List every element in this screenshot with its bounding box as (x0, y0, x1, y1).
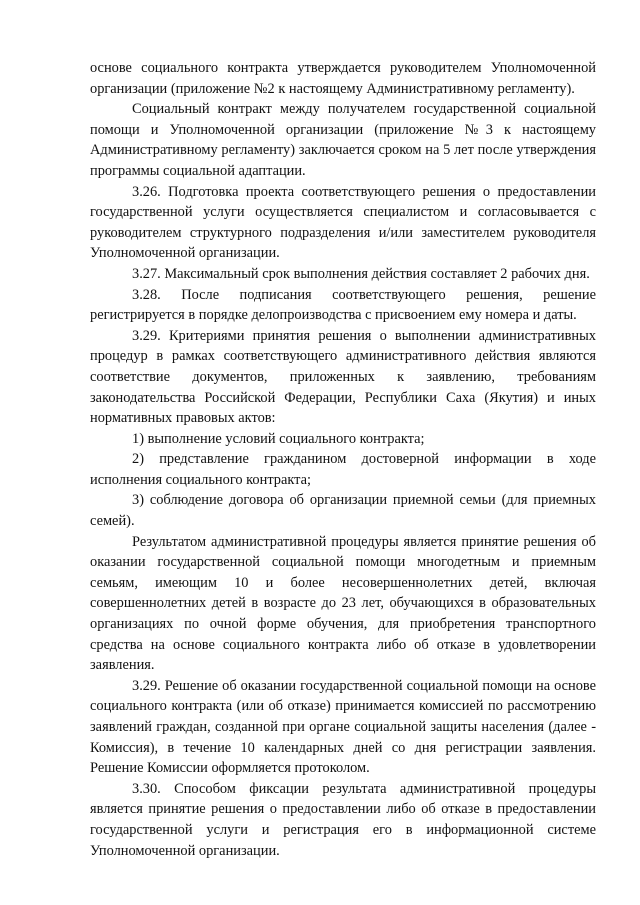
list-item-1: 1) выполнение условий социального контракта; (132, 430, 425, 447)
paragraph-3-29-criteria: 3.29. Критериями принятия решения о выполнении административных процедур в рамках соответствующего административного действия являются соответствие документов, приложенных к заявлению, требованиям законодательства Российской Федерации, Республики Саха (Якутия) и иных нормативных правовых актов: (90, 327, 596, 427)
paragraph-result: Результатом административной процедуры является принятие решения об оказании государственной социальной помощи многодетным и приемным семьям, имеющим 10 и более несовершеннолетних детей, включая совершеннолетних детей в возрасте до 23 лет, обучающихся в образовательных организациях по очной форме обучения, для приобретения транспортного средства на основе социального контракта либо об отказе в удовлетворении заявления. (90, 533, 596, 674)
paragraph-3-26: 3.26. Подготовка проекта соответствующего решения о предоставлении государственной услуги осуществляется специалистом и согласовывается с руководителем структурного подразделения и/или заместителем руководителя Уполномоченной организации. (90, 183, 596, 262)
paragraph-social-contract: Социальный контракт между получателем государственной социальной помощи и Уполномоченной организации (приложение №3 к настоящему Административному регламенту) заключается сроком на 5 лет после утверждения программы социальной адаптации. (90, 101, 596, 179)
paragraph-3-30: 3.30. Способом фиксации результата административной процедуры является принятие решения о предоставлении либо об отказе в предоставлении государственной услуги и регистрация его в информационной системе Уполномоченной организации. (90, 780, 596, 859)
paragraph-3-27: 3.27. Максимальный срок выполнения действия составляет 2 рабочих дня. (132, 265, 590, 282)
document-page (90, 58, 596, 861)
list-item-3: 3) соблюдение договора об организации приемной семьи (для приемных семей). (90, 492, 596, 530)
list-item-2: 2) представление гражданином достоверной информации в ходе исполнения социального контракта; (90, 451, 596, 488)
paragraph-3-29-decision: 3.29. Решение об оказании государственной социальной помощи на основе социального контракта (или об отказе) принимается комиссией по рассмотрению заявлений граждан, созданной при органе социальной защиты населения (далее - Комиссия), в течение 10 календарных дней со дня регистрации заявления. Решение Комиссии оформляется протоколом. (90, 677, 596, 777)
paragraph-contract-approval: основе социального контракта утверждается руководителем Уполномоченной организации (приложение №2 к настоящему Административному регламенту). (90, 60, 596, 97)
paragraph-3-28: 3.28. После подписания соответствующего решения, решение регистрируется в порядке делопроизводства с присвоением ему номера и даты. (90, 286, 596, 324)
